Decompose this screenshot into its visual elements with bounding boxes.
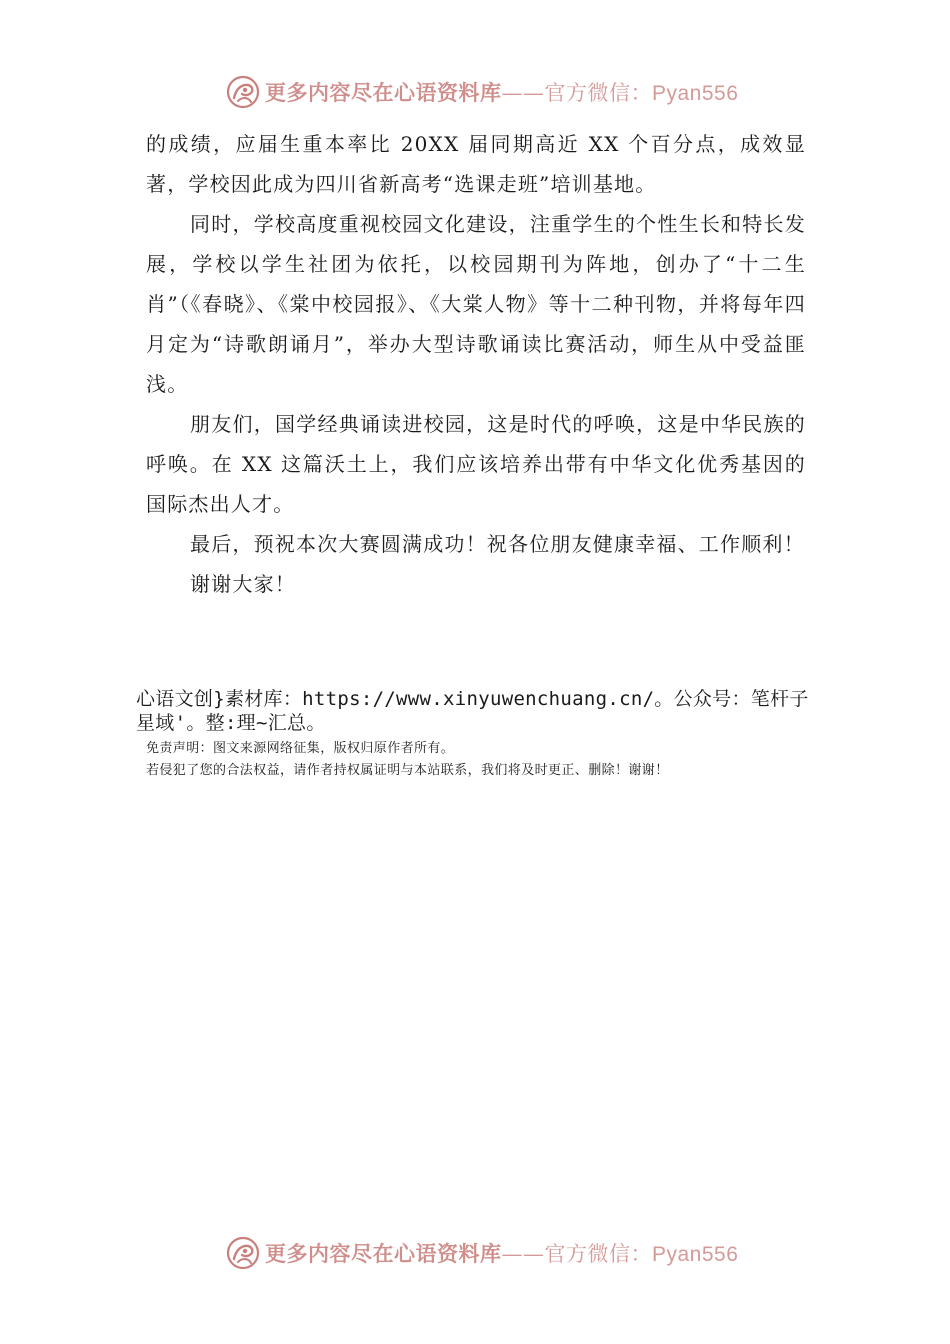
banner-dash: —— — [501, 1242, 545, 1266]
banner-wechat-label: 官方微信： — [544, 1242, 652, 1266]
paragraph-classics-reading: 朋友们，国学经典诵读进校园，这是时代的呼唤，这是中华民族的呼唤。在 XX 这篇沃土上，我们应该培养出带有中华文化优秀基因的国际杰出人才。 — [146, 412, 806, 516]
banner-main-text: 更多内容尽在心语资料库 — [265, 1241, 502, 1266]
logo-swirl-icon — [225, 74, 261, 110]
document-body — [146, 124, 806, 604]
banner-wechat-label: 官方微信： — [544, 81, 652, 105]
banner-main-text: 更多内容尽在心语资料库 — [265, 80, 502, 105]
disclaimer — [146, 738, 826, 782]
banner-text — [265, 77, 738, 107]
disclaimer-line-1: 免责声明：图文来源网络征集，版权归原作者所有。 — [146, 741, 455, 756]
header-banner — [225, 72, 738, 112]
banner-dash: —— — [501, 81, 545, 105]
paragraph-campus-culture: 同时，学校高度重视校园文化建设，注重学生的个性生长和特长发展，学校以学生社团为依托，以校园期刊为阵地，创办了“十二生肖”（《春晓》、《棠中校园报》、《大棠人物》等十二种刊物，并将每年四月定为“诗歌朗诵月”，举办大型诗歌诵读比赛活动，师生从中受益匪浅。 — [146, 212, 806, 396]
banner-wechat-id: Pyan556 — [652, 82, 739, 105]
logo-swirl-icon — [225, 1235, 261, 1271]
disclaimer-line-2: 若侵犯了您的合法权益，请作者持权属证明与本站联系，我们将及时更正、删除！谢谢！ — [146, 763, 669, 778]
banner-text — [265, 1238, 738, 1268]
paragraph-continuation: 的成绩，应届生重本率比 20XX 届同期高近 XX 个百分点，成效显著，学校因此成为四川省新高考“选课走班”培训基地。 — [146, 132, 806, 196]
paragraph-closing-wishes: 最后，预祝本次大赛圆满成功！祝各位朋友健康幸福、工作顺利！ — [190, 532, 805, 556]
banner-wechat-id: Pyan556 — [652, 1243, 739, 1266]
source-line: 心语文创}素材库：https://www.xinyuwenchuang.cn/。公众号：笔杆子星域'。整:理~汇总。 — [136, 688, 809, 734]
footer-banner — [225, 1233, 738, 1273]
paragraph-thanks: 谢谢大家！ — [190, 572, 296, 596]
